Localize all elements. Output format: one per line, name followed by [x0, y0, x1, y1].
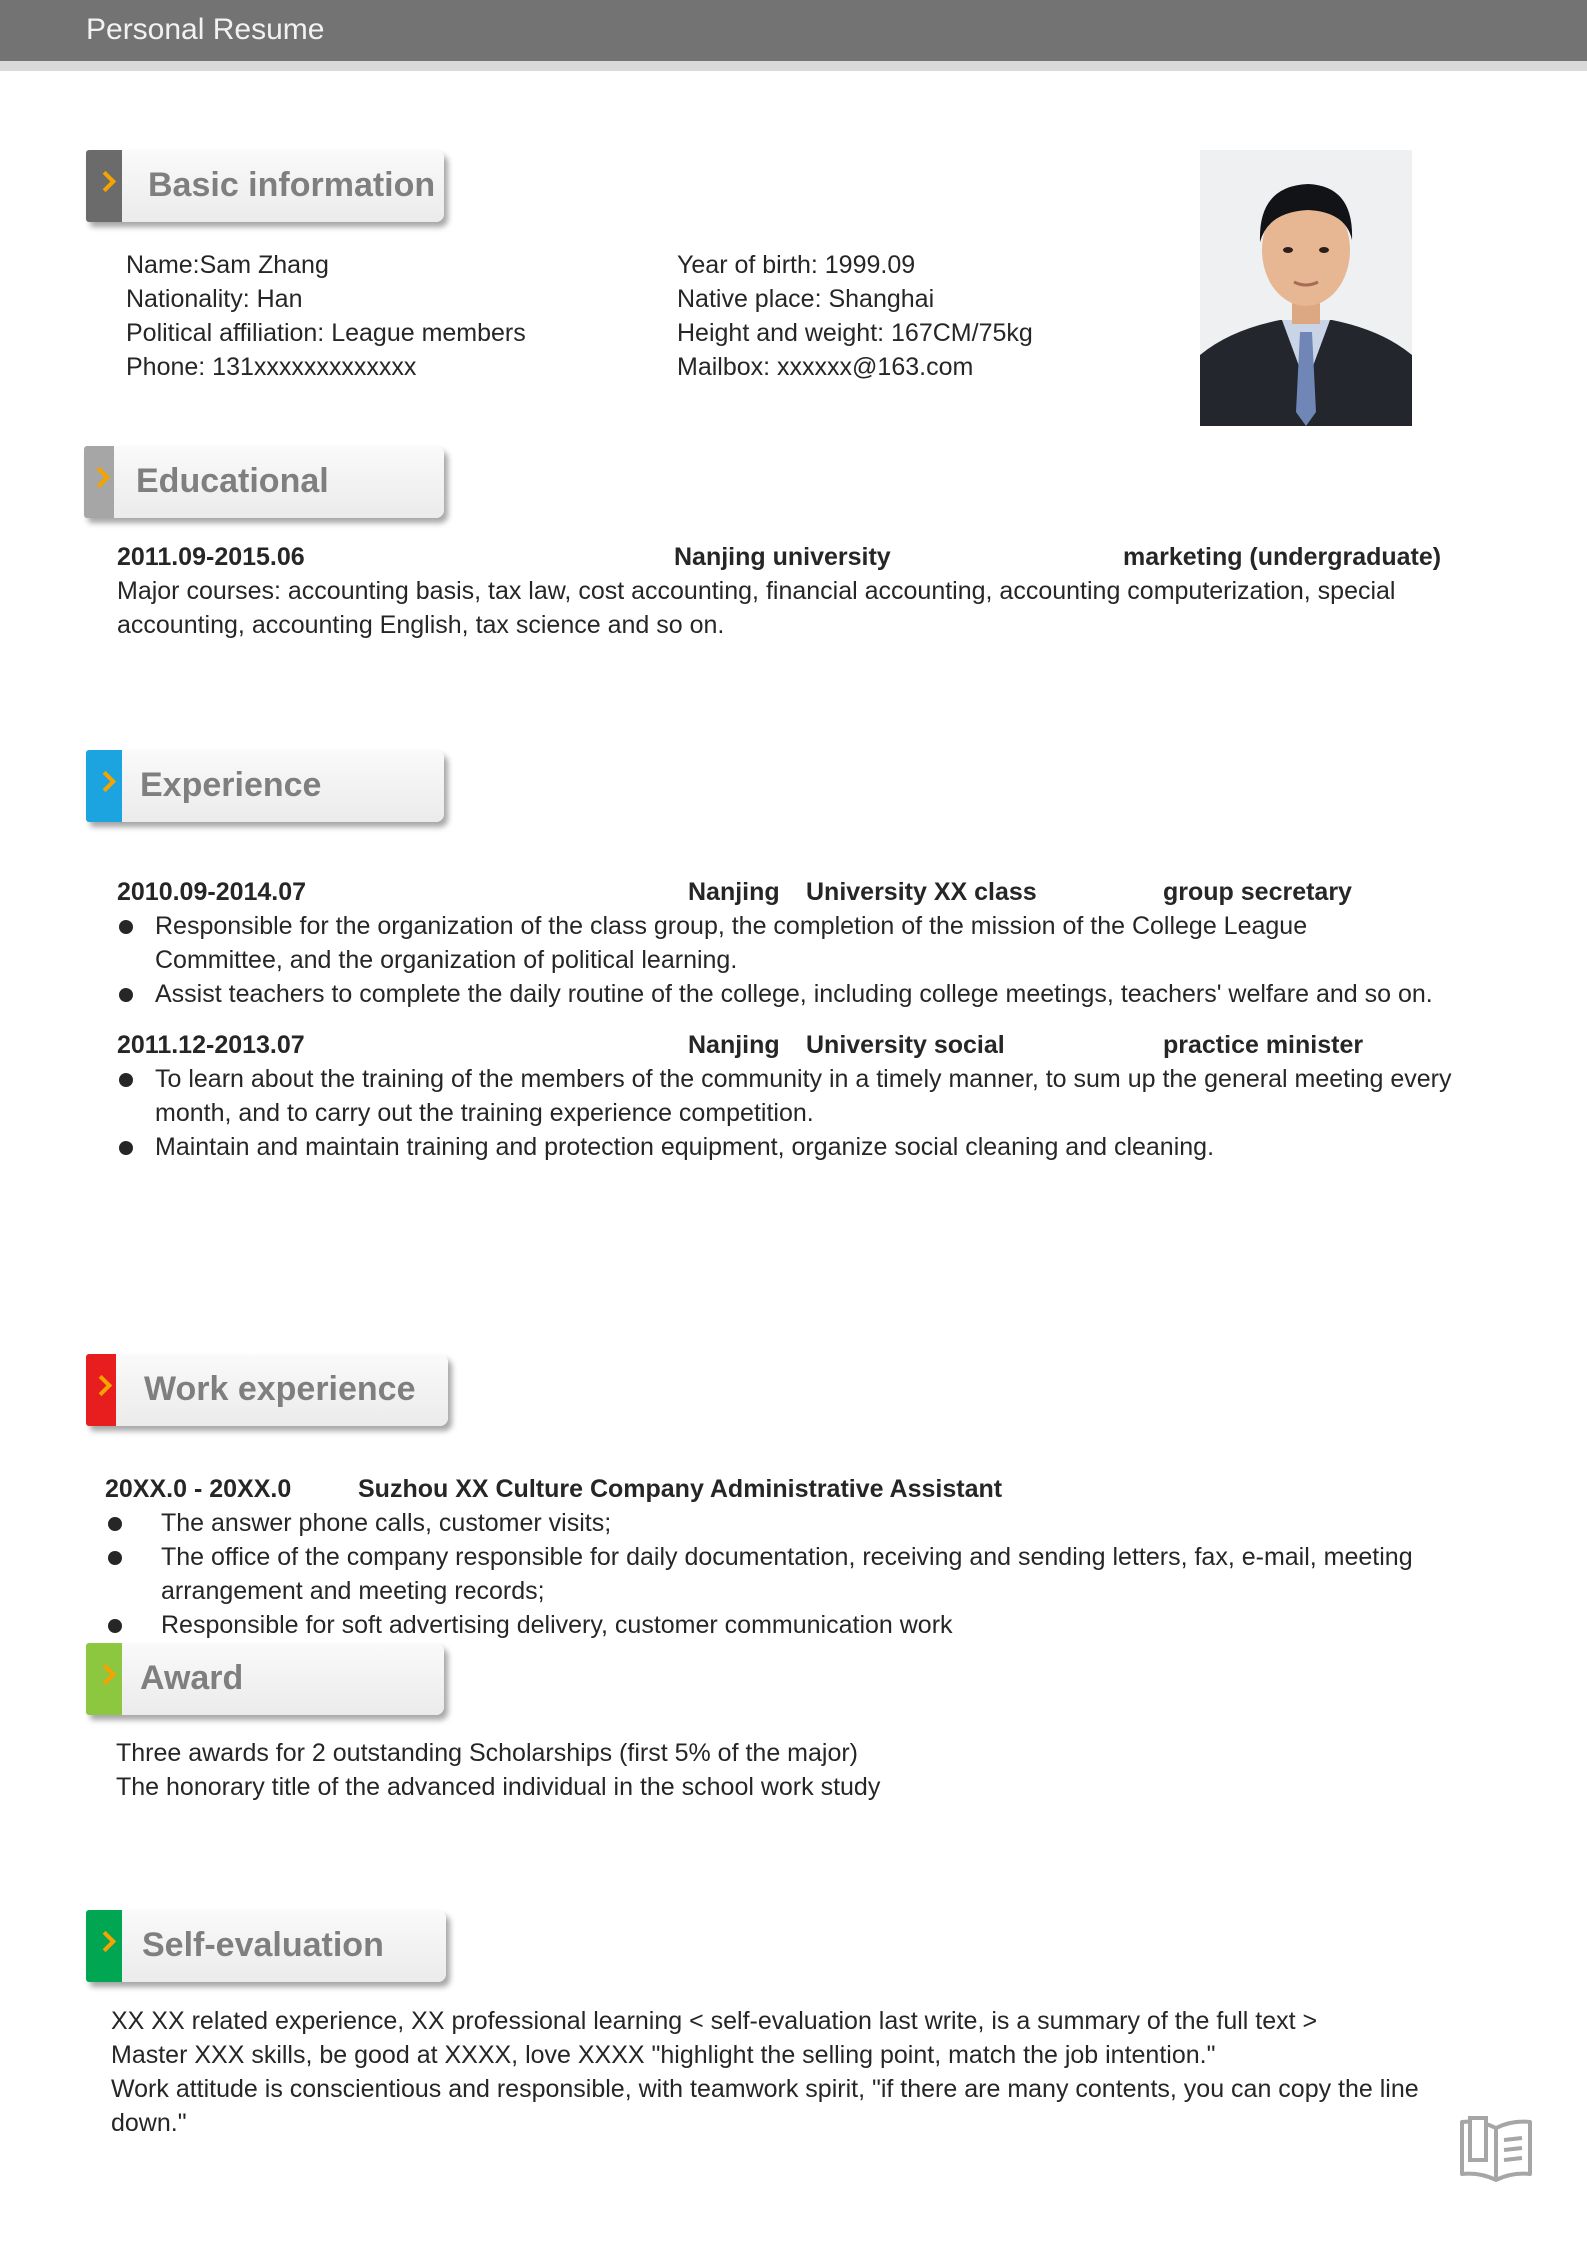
chevron-right-icon	[95, 771, 116, 792]
experience-period: 2011.12-2013.07	[117, 1031, 305, 1059]
basic-info-name: Name:Sam Zhang	[126, 251, 329, 279]
chevron-right-icon	[95, 1664, 116, 1685]
section-accent	[86, 1643, 122, 1715]
basic-info-nationality: Nationality: Han	[126, 285, 303, 313]
section-header-self	[86, 1910, 446, 1982]
experience-org: University XX class	[806, 878, 1037, 906]
section-title: Award	[140, 1659, 244, 1697]
experience-bullet: To learn about the training of the members of the community in a timely manner, to sum up the general meeting every month, and to carry out the training experience competition.	[155, 1065, 1452, 1127]
open-book-icon[interactable]	[1458, 2114, 1534, 2187]
experience-bullet: Maintain and maintain training and protection equipment, organize social cleaning and cleaning.	[155, 1133, 1215, 1161]
chevron-right-icon	[95, 171, 116, 192]
education-courses: Major courses: accounting basis, tax law, cost accounting, financial accounting, accounting computerization, special accounting, accounting English, tax science and so on.	[117, 577, 1396, 639]
section-header-education	[84, 446, 444, 518]
basic-info-birth: Year of birth: 1999.09	[677, 251, 916, 279]
bullet-icon	[119, 920, 133, 934]
section-accent	[86, 1354, 116, 1426]
page-title: Personal Resume	[86, 13, 325, 46]
self-evaluation-line: Master XXX skills, be good at XXXX, love XXXX "highlight the selling point, match the job intention."	[111, 2041, 1216, 2069]
basic-info-political: Political affiliation: League members	[126, 319, 526, 347]
bullet-icon	[119, 1073, 133, 1087]
experience-bullet: Assist teachers to complete the daily routine of the college, including college meetings, teachers' welfare and so on.	[155, 980, 1433, 1008]
bullet-icon	[108, 1619, 122, 1633]
section-title: Educational	[136, 462, 329, 500]
experience-role: group secretary	[1163, 878, 1352, 906]
section-accent	[86, 1910, 122, 1982]
bullet-icon	[108, 1517, 122, 1531]
award-line: The honorary title of the advanced individual in the school work study	[116, 1773, 881, 1801]
education-period: 2011.09-2015.06	[117, 543, 305, 571]
section-header-basic	[86, 150, 444, 222]
basic-info-native: Native place: Shanghai	[677, 285, 935, 313]
work-period: 20XX.0 - 20XX.0	[105, 1475, 292, 1503]
basic-info-phone: Phone: 131xxxxxxxxxxxxx	[126, 353, 417, 381]
experience-period: 2010.09-2014.07	[117, 878, 307, 906]
work-position: Suzhou XX Culture Company Administrative Assistant	[358, 1475, 1003, 1503]
experience-role: practice minister	[1163, 1031, 1364, 1059]
award-line: Three awards for 2 outstanding Scholarships (first 5% of the major)	[116, 1739, 859, 1767]
basic-info-height-weight: Height and weight: 167CM/75kg	[677, 319, 1033, 347]
bullet-icon	[108, 1551, 122, 1565]
bullet-icon	[119, 988, 133, 1002]
chevron-right-icon	[95, 1931, 116, 1952]
basic-info-mailbox: Mailbox: xxxxxx@163.com	[677, 353, 974, 381]
section-header-experience	[86, 750, 444, 822]
experience-city: Nanjing	[688, 878, 780, 906]
section-title: Basic information	[148, 166, 436, 204]
experience-bullet: Responsible for the organization of the class group, the completion of the mission of the College League Committee, and the organization of political learning.	[155, 912, 1308, 974]
section-accent	[84, 446, 114, 518]
experience-org: University social	[806, 1031, 1005, 1059]
work-bullet: Responsible for soft advertising delivery, customer communication work	[161, 1611, 953, 1639]
work-bullet: The answer phone calls, customer visits;	[161, 1509, 612, 1537]
section-header-award	[86, 1643, 444, 1715]
education-major: marketing (undergraduate)	[1123, 543, 1442, 571]
education-school: Nanjing university	[674, 543, 891, 571]
section-accent	[86, 150, 122, 222]
section-header-work	[86, 1354, 448, 1426]
self-evaluation-line: XX XX related experience, XX professional learning < self-evaluation last write, is a summary of the full text >	[111, 2007, 1318, 2035]
chevron-right-icon	[89, 467, 110, 488]
bullet-icon	[119, 1141, 133, 1155]
self-evaluation-line: Work attitude is conscientious and responsible, with teamwork spirit, "if there are many contents, you can copy the line down."	[111, 2075, 1419, 2137]
experience-city: Nanjing	[688, 1031, 780, 1059]
section-title: Experience	[140, 766, 322, 804]
section-title: Work experience	[144, 1370, 416, 1408]
work-bullet: The office of the company responsible for daily documentation, receiving and sending letters, fax, e-mail, meeting arrangement and meeting records;	[161, 1543, 1413, 1605]
header-underline	[0, 61, 1587, 71]
section-title: Self-evaluation	[142, 1926, 384, 1964]
chevron-right-icon	[91, 1375, 112, 1396]
section-accent	[86, 750, 122, 822]
profile-photo	[1200, 150, 1412, 426]
